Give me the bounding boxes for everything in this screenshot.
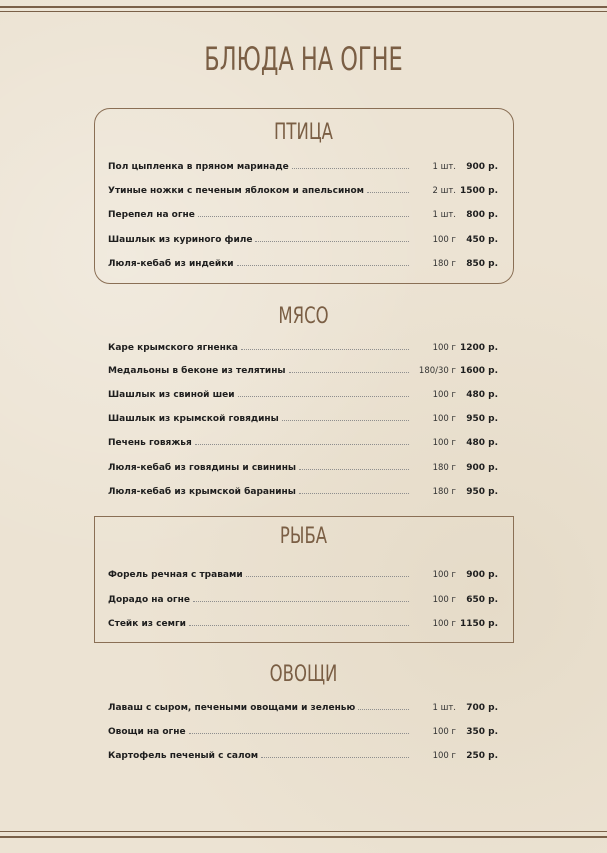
top-rule xyxy=(0,6,607,8)
item-name: Пол цыпленка в пряном маринаде xyxy=(108,162,289,172)
leader-dots xyxy=(189,733,409,734)
menu-item xyxy=(108,182,498,196)
item-price: 900 р. xyxy=(466,570,498,580)
leader-dots xyxy=(241,349,409,350)
leader-dots xyxy=(189,625,409,626)
item-name: Перепел на огне xyxy=(108,210,195,220)
menu-item xyxy=(108,615,498,629)
section-title-meat: МЯСО xyxy=(278,304,329,329)
leader-dots xyxy=(237,265,409,266)
item-name: Шашлык из свиной шеи xyxy=(108,390,235,400)
menu-item xyxy=(108,362,498,376)
item-name: Шашлык из куриного филе xyxy=(108,235,253,245)
item-price: 250 р. xyxy=(466,751,498,761)
menu-item xyxy=(108,386,498,400)
item-qty: 180 г xyxy=(432,487,456,497)
item-qty: 180 г xyxy=(432,463,456,473)
item-name: Печень говяжья xyxy=(108,438,192,448)
leader-dots xyxy=(246,576,409,577)
item-price: 900 р. xyxy=(466,162,498,172)
section-title-poultry: ПТИЦА xyxy=(274,120,333,145)
item-name: Медальоны в беконе из телятины xyxy=(108,366,286,376)
item-qty: 2 шт. xyxy=(432,186,456,196)
item-name: Люля-кебаб из говядины и свинины xyxy=(108,463,297,473)
leader-dots xyxy=(299,469,409,470)
item-price: 1200 р. xyxy=(459,343,498,353)
menu-item xyxy=(108,410,498,424)
page-title: БЛЮДА НА ОГНЕ xyxy=(204,40,403,78)
item-qty: 100 г xyxy=(432,751,456,761)
menu-item xyxy=(108,591,498,605)
item-price: 1600 р. xyxy=(459,366,498,376)
menu-item xyxy=(108,699,498,713)
item-qty: 100 г xyxy=(432,235,456,245)
leader-dots xyxy=(299,493,409,494)
item-price: 1500 р. xyxy=(459,186,498,196)
item-name: Люля-кебаб из индейки xyxy=(108,259,234,269)
item-price: 950 р. xyxy=(466,414,498,424)
leader-dots xyxy=(282,420,409,421)
item-name: Утиные ножки с печеным яблоком и апельсином xyxy=(108,186,365,196)
leader-dots xyxy=(255,241,409,242)
item-qty: 180/30 г xyxy=(418,366,456,376)
item-price: 480 р. xyxy=(466,390,498,400)
item-qty: 100 г xyxy=(432,570,456,580)
item-price: 950 р. xyxy=(466,487,498,497)
menu-item xyxy=(108,434,498,448)
item-qty: 100 г xyxy=(432,414,456,424)
item-name: Стейк из семги xyxy=(108,619,186,629)
leader-dots xyxy=(261,757,409,758)
item-price: 650 р. xyxy=(466,595,498,605)
item-name: Дорадо на огне xyxy=(108,595,190,605)
top-rule-thin xyxy=(0,11,607,12)
menu-item xyxy=(108,459,498,473)
leader-dots xyxy=(358,709,409,710)
bottom-rule-thin xyxy=(0,831,607,832)
item-qty: 100 г xyxy=(432,390,456,400)
menu-item xyxy=(108,158,498,172)
menu-item xyxy=(108,723,498,737)
item-qty: 180 г xyxy=(432,259,456,269)
item-qty: 100 г xyxy=(432,438,456,448)
leader-dots xyxy=(367,192,409,193)
item-name: Форель речная с травами xyxy=(108,570,243,580)
item-name: Овощи на огне xyxy=(108,727,186,737)
item-name: Люля-кебаб из крымской баранины xyxy=(108,487,296,497)
leader-dots xyxy=(238,396,409,397)
item-name: Шашлык из крымской говядины xyxy=(108,414,279,424)
item-name: Каре крымского ягненка xyxy=(108,343,239,353)
item-qty: 100 г xyxy=(432,343,456,353)
item-price: 480 р. xyxy=(466,438,498,448)
item-price: 850 р. xyxy=(466,259,498,269)
item-price: 350 р. xyxy=(466,727,498,737)
leader-dots xyxy=(292,168,409,169)
menu-item xyxy=(108,747,498,761)
leader-dots xyxy=(289,372,409,373)
section-title-vegetables: ОВОЩИ xyxy=(269,662,338,687)
item-price: 450 р. xyxy=(466,235,498,245)
menu-item xyxy=(108,339,498,353)
menu-item xyxy=(108,566,498,580)
item-qty: 100 г xyxy=(432,619,456,629)
item-name: Картофель печеный с салом xyxy=(108,751,259,761)
menu-item xyxy=(108,231,498,245)
item-price: 900 р. xyxy=(466,463,498,473)
menu-item xyxy=(108,255,498,269)
leader-dots xyxy=(198,216,409,217)
leader-dots xyxy=(193,601,409,602)
item-qty: 100 г xyxy=(432,727,456,737)
item-qty: 1 шт. xyxy=(432,210,456,220)
bottom-rule xyxy=(0,836,607,838)
menu-item xyxy=(108,206,498,220)
item-qty: 1 шт. xyxy=(432,162,456,172)
item-price: 1150 р. xyxy=(459,619,498,629)
item-price: 700 р. xyxy=(466,703,498,713)
leader-dots xyxy=(195,444,409,445)
item-qty: 1 шт. xyxy=(432,703,456,713)
item-price: 800 р. xyxy=(466,210,498,220)
section-title-fish: РЫБА xyxy=(279,524,328,549)
menu-item xyxy=(108,483,498,497)
item-name: Лаваш с сыром, печеными овощами и зеленью xyxy=(108,703,356,713)
item-qty: 100 г xyxy=(432,595,456,605)
